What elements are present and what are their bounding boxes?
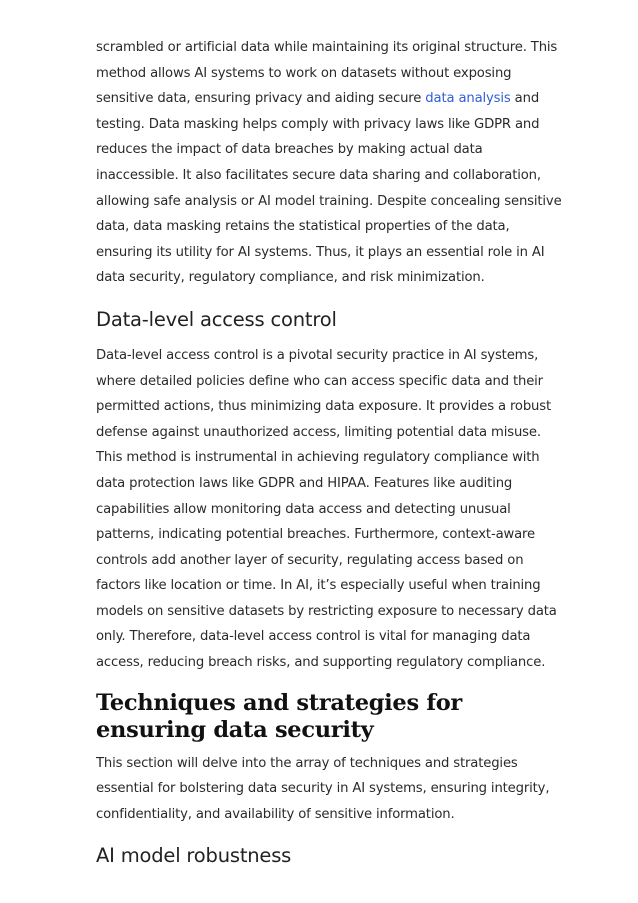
paragraph-text-before-link: scrambled or artificial data while maintaining its original structure. This method allows AI systems to work on datasets without exposing sensitive data, ensuring privacy and aiding secure — [96, 40, 558, 107]
data-analysis-link[interactable]: data analysis — [425, 91, 511, 107]
access-control-paragraph: Data-level access control is a pivotal security practice in AI systems, where detailed policies define who can access specific data and their permitted actions, thus minimizing data exposure. It provides a robust defense against unauthorized access, limiting potential data misuse. This method is instrumental in achieving regulatory compliance with data protection laws like GDPR and HIPAA. Features like auditing capabilities allow monitoring data access and detecting unusual patterns, indicating potential breaches. Furthermore, context-aware controls add another layer of security, regulating access based on factors like location or time. In AI, it’s especially useful when training models on sensitive datasets by restricting exposure to necessary data only. Therefore, data-level access control is vital for managing data access, reducing breach risks, and supporting regulatory compliance. — [96, 347, 557, 671]
data-masking-paragraph — [96, 35, 566, 291]
heading-ai-model-robustness: AI model robustness — [96, 844, 292, 868]
heading-data-level-access-control: Data-level access control — [96, 307, 337, 331]
heading-techniques-and-strategies: Techniques and strategies for ensuring data security — [96, 689, 462, 743]
article-content — [96, 35, 566, 869]
section-intro-paragraph: This section will delve into the array of techniques and strategies essential for bolstering data security in AI systems, ensuring integrity, confidentiality, and availability of sensitive information. — [96, 755, 550, 822]
paragraph-text-after-link: and testing. Data masking helps comply with privacy laws like GDPR and reduces the impact of data breaches by making actual data inaccessible. It also facilitates secure data sharing and collaboration, allowing safe analysis or AI model training. Despite concealing sensitive data, data masking retains the statistical properties of the data, ensuring its utility for AI systems. Thus, it plays an essential role in AI data security, regulatory compliance, and risk minimization. — [96, 91, 562, 286]
